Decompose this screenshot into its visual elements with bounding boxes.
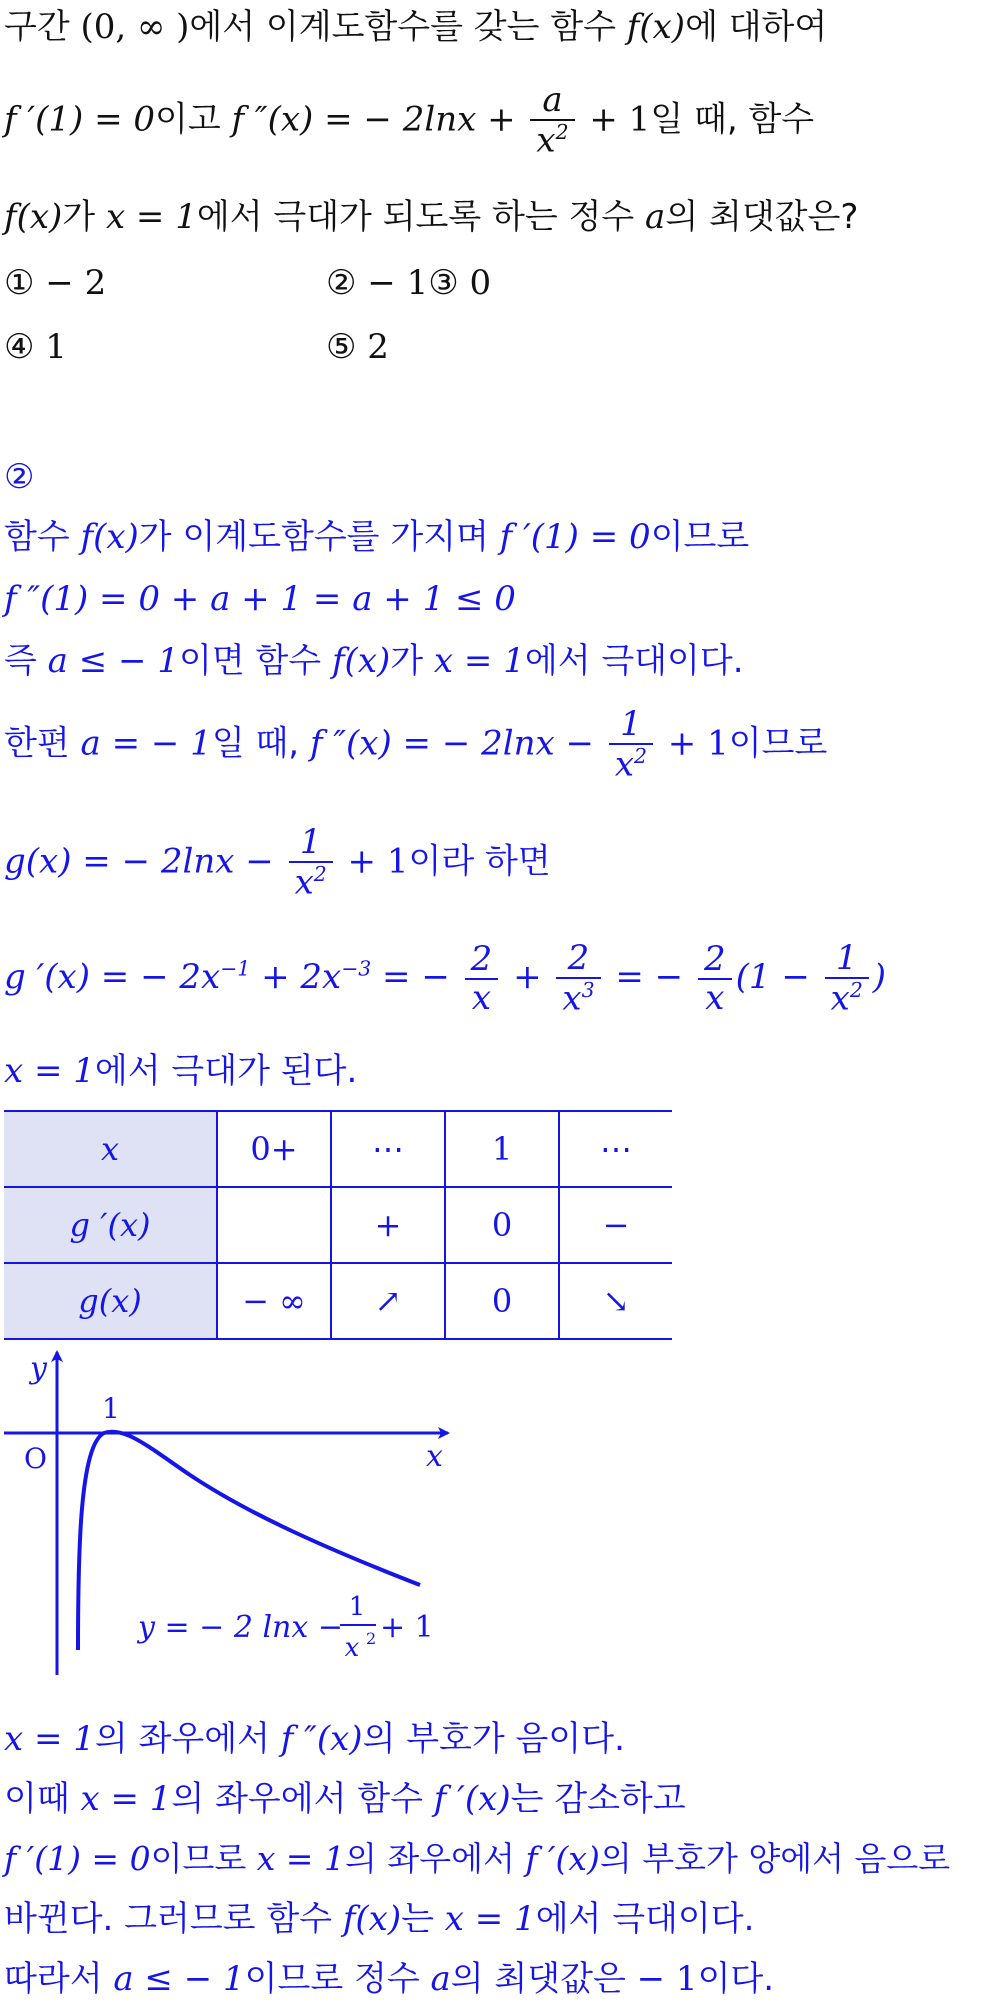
fraction-1-over-x2: $\frac{1}{x^2}$ bbox=[289, 824, 333, 902]
table-cell: ↗ bbox=[331, 1263, 445, 1339]
table-row bbox=[4, 1187, 672, 1263]
table-head-g-prime: g ′(x) bbox=[4, 1187, 217, 1263]
solution-line-12: 따라서 a ≤ − 1이므로 정수 a의 최댓값은 − 1이다. bbox=[4, 1959, 775, 1999]
table-cell: ⋯ bbox=[331, 1111, 445, 1187]
x-axis-label: x bbox=[426, 1439, 443, 1474]
origin-label: O bbox=[24, 1442, 47, 1475]
curve-equation: y = − 2 lnx − bbox=[138, 1610, 343, 1645]
table-cell: + bbox=[331, 1187, 445, 1263]
fraction-2-over-x: $\frac{2}{x}$ bbox=[698, 941, 732, 1018]
table-row bbox=[4, 1263, 672, 1339]
choice-4: ④ 1 bbox=[4, 327, 67, 367]
solution-line-5: g(x) = − 2lnx − $\frac{1}{x^2}$ + 1이라 하면 bbox=[4, 822, 551, 903]
solution-line-8: x = 1의 좌우에서 f ″(x)의 부호가 음이다. bbox=[4, 1719, 625, 1759]
table-cell: ⋯ bbox=[559, 1111, 672, 1187]
fraction-1-over-x2: $\frac{1}{x^2}$ bbox=[825, 940, 869, 1018]
table-cell: 0+ bbox=[217, 1111, 331, 1187]
table-cell bbox=[217, 1187, 331, 1263]
solution-line-11: 바뀐다. 그러므로 함수 f(x)는 x = 1에서 극대이다. bbox=[4, 1899, 755, 1939]
table-cell: 0 bbox=[445, 1187, 559, 1263]
fraction-2-over-x3: $\frac{2}{x^3}$ bbox=[556, 940, 600, 1018]
table-head-x: x bbox=[4, 1111, 217, 1187]
solution-line-4: 한편 a = − 1일 때, f ″(x) = − 2lnx − $\frac{1}{x^2}$ + 1이므로 bbox=[4, 704, 828, 785]
problem-line-1: 구간 (0, ∞ )에서 이계도함수를 갖는 함수 f(x)에 대하여 bbox=[4, 7, 828, 47]
choice-1: ① − 2 bbox=[4, 263, 107, 303]
table-cell: − bbox=[559, 1187, 672, 1263]
solution-line-7: x = 1에서 극대가 된다. bbox=[4, 1051, 358, 1091]
solution-line-1: 함수 f(x)가 이계도함수를 가지며 f ′(1) = 0이므로 bbox=[4, 517, 750, 557]
solution-line-3: 즉 a ≤ − 1이면 함수 f(x)가 x = 1에서 극대이다. bbox=[4, 641, 744, 681]
fraction-2-over-x: $\frac{2}{x}$ bbox=[465, 941, 499, 1018]
table-cell: ↘ bbox=[559, 1263, 672, 1339]
table-cell: 0 bbox=[445, 1263, 559, 1339]
peak-label: 1 bbox=[102, 1392, 120, 1425]
choice-5: ⑤ 2 bbox=[326, 327, 389, 367]
table-cell: − ∞ bbox=[217, 1263, 331, 1339]
function-graph bbox=[0, 1340, 460, 1680]
solution-line-6: g ′(x) = − $2x^{-1} + 2x^{-3}$ = − $\frac{2}{x}$ + $\frac{2}{x^3}$ = − $\frac{2}{x}$ (1 − $\frac{1}{x^2}$ ) bbox=[4, 938, 887, 1019]
solution-line-2: f ″(1) = 0 + a + 1 = a + 1 ≤ 0 bbox=[4, 579, 516, 619]
increase-decrease-table bbox=[4, 1110, 672, 1340]
curve-fraction-den: x bbox=[344, 1633, 360, 1663]
choice-2-3: ② − 1③ 0 bbox=[326, 263, 492, 303]
table-cell: 1 bbox=[445, 1111, 559, 1187]
solution-line-10: f ′(1) = 0이므로 x = 1의 좌우에서 f ′(x)의 부호가 양에서 음으로 bbox=[4, 1839, 951, 1878]
curve-fraction-num: 1 bbox=[348, 1592, 366, 1622]
table-row bbox=[4, 1111, 672, 1187]
problem-line-3: f(x)가 x = 1에서 극대가 되도록 하는 정수 a의 최댓값은? bbox=[4, 197, 859, 237]
solution-line-9: 이때 x = 1의 좌우에서 함수 f ′(x)는 감소하고 bbox=[4, 1779, 686, 1819]
table-head-g: g(x) bbox=[4, 1263, 217, 1339]
fraction-a-over-x2: $\frac{a}{x^2}$ bbox=[530, 82, 574, 160]
fraction-1-over-x2: $\frac{1}{x^2}$ bbox=[609, 706, 653, 784]
curve-fraction-sup: 2 bbox=[366, 1629, 377, 1648]
y-axis-label: y bbox=[30, 1351, 47, 1386]
solution-answer: ② bbox=[4, 457, 35, 497]
curve-equation-tail: + 1 bbox=[380, 1610, 434, 1645]
problem-line-2: f ′(1) = 0이고 f ″(x) = − 2lnx + $\frac{a}{x^2}$ + 1일 때, 함수 bbox=[4, 80, 815, 161]
